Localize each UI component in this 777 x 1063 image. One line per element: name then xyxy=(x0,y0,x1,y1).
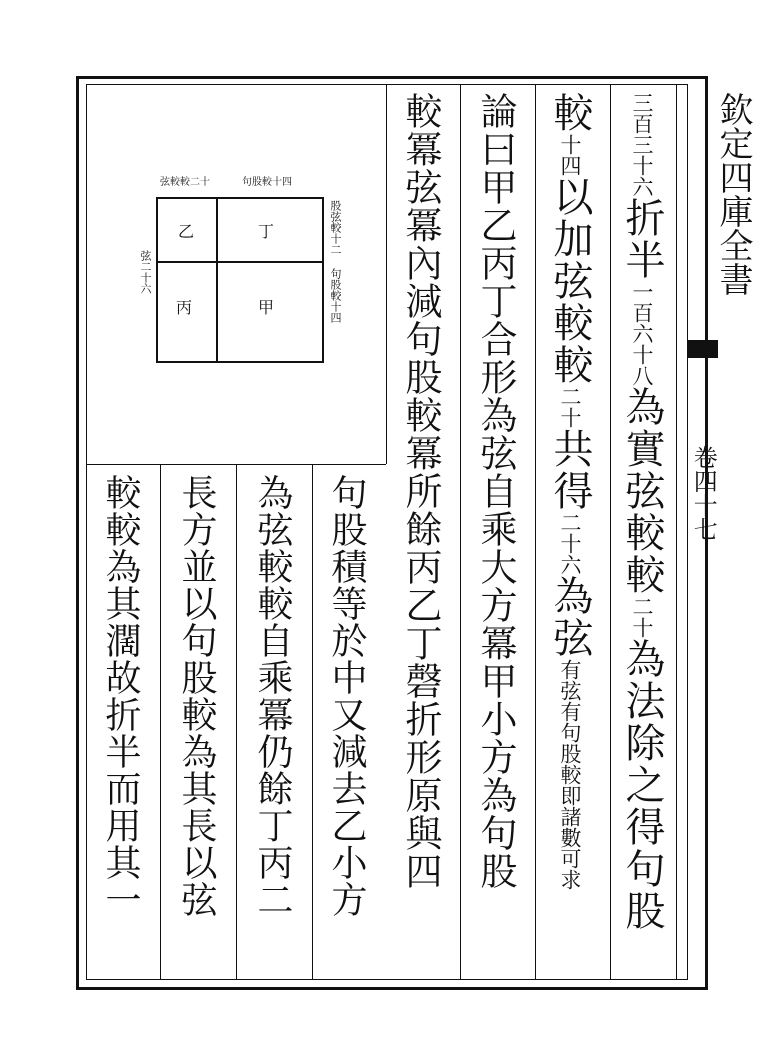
column-rule xyxy=(386,84,387,464)
column-seg: 二十六 xyxy=(558,512,582,575)
lower-column-4: 較較為其濶故折半而用其一 xyxy=(100,474,141,918)
cell-label-jia: 甲 xyxy=(258,298,275,317)
column-seg: 二十 xyxy=(630,596,654,638)
column-seg: 一百六十八 xyxy=(630,281,654,386)
diagram-top-right-label: 句股較十四 xyxy=(242,177,292,188)
lower-column-1: 句股積等於中又減去乙小方 xyxy=(326,474,367,918)
lower-column-3: 長方並以句股較為其長以弦 xyxy=(176,474,217,918)
column-seg: 為法除之得句股 xyxy=(619,638,665,932)
column-seg: 為實弦較較 xyxy=(619,386,665,596)
text-column-2 xyxy=(547,92,593,890)
column-seg: 折半 xyxy=(619,197,665,281)
diagram-vertical-line xyxy=(216,199,218,361)
cell-label-bing: 丙 xyxy=(176,298,193,317)
text-column-1 xyxy=(619,92,665,932)
volume-label: 卷四十七 xyxy=(689,445,718,541)
column-rule xyxy=(236,464,237,980)
diagram-right-label: 股弦較十二 句股較十四 xyxy=(329,200,342,323)
square-diagram xyxy=(156,197,324,363)
cell-label-yi: 乙 xyxy=(178,222,195,241)
column-rule xyxy=(610,84,611,980)
diagram-horizontal-line xyxy=(158,261,322,263)
column-seg: 有弦有句股較即諸數可求 xyxy=(558,659,582,890)
column-seg: 為弦 xyxy=(547,575,593,659)
diagram-left-label: 弦二十六 xyxy=(139,250,152,294)
column-rule xyxy=(312,464,313,980)
text-column-4: 較冪弦冪內減句股較冪所餘丙乙丁磬折形原與四 xyxy=(399,92,442,890)
column-seg: 十四 xyxy=(558,134,582,176)
column-seg: 較 xyxy=(547,92,593,134)
column-seg: 三百三十六 xyxy=(630,92,654,197)
cell-label-ding: 丁 xyxy=(258,222,275,241)
column-rule xyxy=(460,84,461,980)
column-rule xyxy=(535,84,536,980)
column-rule xyxy=(676,84,677,980)
column-seg: 以加弦較較 xyxy=(547,176,593,386)
column-seg: 共得 xyxy=(547,428,593,512)
column-seg: 二十 xyxy=(558,386,582,428)
diagram-top-left-label: 弦較較二十 xyxy=(160,177,210,188)
lower-column-2: 為弦較較自乘冪仍餘丁丙二 xyxy=(252,474,293,918)
fish-tail-mark xyxy=(688,340,718,358)
column-rule xyxy=(160,464,161,980)
book-title: 欽定四庫全書 xyxy=(713,92,753,296)
text-column-3: 論曰甲乙丙丁合形為弦自乘大方冪甲小方為句股 xyxy=(474,92,517,890)
